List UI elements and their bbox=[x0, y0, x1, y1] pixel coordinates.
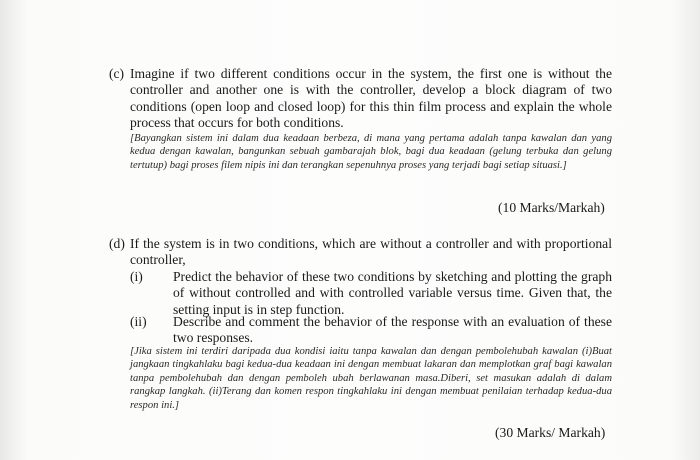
question-c-label: (c) bbox=[109, 66, 125, 81]
question-c-marks: (10 Marks/Markah) bbox=[498, 200, 605, 215]
question-d-marks: (30 Marks/ Markah) bbox=[495, 425, 606, 440]
question-d-ii-label: (ii) bbox=[130, 314, 147, 329]
question-d-i-label: (i) bbox=[130, 269, 143, 284]
question-c-translation: [Bayangkan sistem ini dalam dua keadaan berbeza, di mana yang pertama adalah tanpa kawalan dan yang kedua dengan kawalan, bangunkan sebuah gambarajah blok, bagi dua keadaan (gelung terbuka dan gelung tertutup) bagi proses filem nipis ini dan terangkan sepenuhnya proses yang terjadi bagi setiap situasi.] bbox=[130, 133, 612, 171]
question-d-translation: [Jika sistem ini terdiri daripada dua kondisi iaitu tanpa kawalan dan dengan pembolehubah kawalan (i)Buat jangkaan tingkahlaku bagi kedua-dua keadaan ini dengan membuat lakaran dan memplotkan graf bagi kawalan tanpa pembolehubah dan dengan pemboleh ubah berlawanan masa.Diberi, set masukan adalah di dalam rangkap langkah. (ii)Terang dan komen respon tingkahlaku ini dengan membuat penilaian terhadap kedua-dua respon ini.] bbox=[130, 346, 612, 411]
question-d-i-text: Predict the behavior of these two conditions by sketching and plotting the graph of without controlled and with controlled variable versus time. Given that, the setting input is in step function. bbox=[173, 269, 612, 317]
question-c-text: Imagine if two different conditions occur in the system, the first one is without the controller and another one is with the controller, develop a block diagram of two conditions (open loop and closed loop) for this thin film process and explain the whole process that occurs for both conditions. bbox=[130, 66, 612, 131]
question-d-label: (d) bbox=[109, 236, 125, 251]
question-d-text: If the system is in two conditions, which are without a controller and with proportional controller, bbox=[130, 236, 612, 268]
question-d-ii-text: Describe and comment the behavior of the response with an evaluation of these two responses. bbox=[173, 314, 612, 346]
